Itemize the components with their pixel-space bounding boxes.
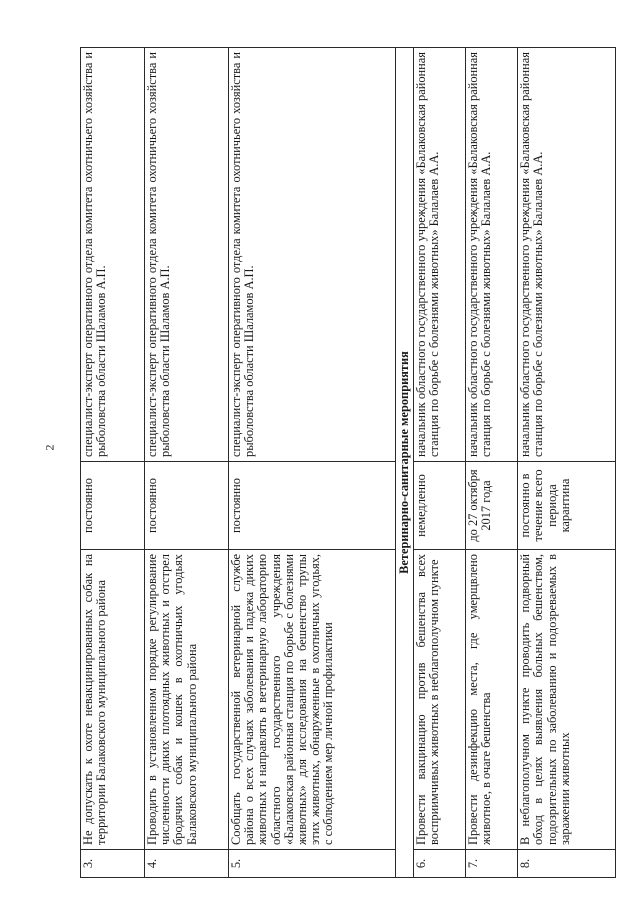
rotated-table-wrapper xyxy=(80,52,640,878)
row-term: постоянно xyxy=(81,462,145,550)
table-row xyxy=(81,48,145,878)
table-row xyxy=(229,48,396,878)
row-action: Сообщать государственной ветеринарной службе района о всех случаях заболевания и падежа диких животных и направлять в ветеринарную лабораторию областного государственного учреждения «Балаковская районная станция по борьбе с болезнями животных» для исследования на бешенство трупы этих животных, обнаруженные в охотничьих угодьях, с соблюдением мер личной профилактики xyxy=(229,550,396,850)
table-row xyxy=(518,48,616,878)
row-number: 5. xyxy=(229,850,396,878)
table-row xyxy=(145,48,229,878)
section-title: Ветеринарно-санитарные мероприятия xyxy=(396,48,414,878)
row-action: Не допускать к охоте невакцинированных собак на территории Балаковского муниципального района xyxy=(81,550,145,850)
row-responsible: начальник областного государственного учреждения «Балаковская районная станция по борьбе с болезнями животных» Балалаев А.А. xyxy=(466,48,518,462)
row-term: постоянно xyxy=(229,462,396,550)
row-term: немедленно xyxy=(414,462,466,550)
row-responsible: начальник областного государственного учреждения «Балаковская районная станция по борьбе с болезнями животных» Балалаев А.А. xyxy=(414,48,466,462)
row-action: Провести вакцинацию против бешенства всех восприимчивых животных в неблагополучном пункте xyxy=(414,550,466,850)
row-responsible: специалист-эксперт оперативного отдела комитета охотничьего хозяйства и рыболовства области Шаламов А.П. xyxy=(229,48,396,462)
row-number: 4. xyxy=(145,850,229,878)
row-action: В неблагополучном пункте проводить подворный обход в целях выявления больных бешенством, подозрительных по заболеванию и подозреваемых в заражении животных xyxy=(518,550,616,850)
row-action: Провести дезинфекцию места, где умерщвлено животное, в очаге бешенства xyxy=(466,550,518,850)
row-number: 3. xyxy=(81,850,145,878)
row-number: 8. xyxy=(518,850,616,878)
row-term: постоянно xyxy=(145,462,229,550)
section-header-row xyxy=(396,48,414,878)
row-term: постоянно в течение всего периода карантина xyxy=(518,462,616,550)
page-number: 2 xyxy=(42,444,57,451)
row-number: 6. xyxy=(414,850,466,878)
table-row xyxy=(466,48,518,878)
row-responsible: специалист-эксперт оперативного отдела комитета охотничьего хозяйства и рыболовства области Шаламов А.П. xyxy=(81,48,145,462)
row-responsible: начальник областного государственного учреждения «Балаковская районная станция по борьбе с болезнями животных» Балалаев А.А. xyxy=(518,48,616,462)
row-term: до 27 октября 2017 года xyxy=(466,462,518,550)
measures-table xyxy=(80,47,616,878)
row-number: 7. xyxy=(466,850,518,878)
table-row xyxy=(414,48,466,878)
row-action: Проводить в установленном порядке регулирование численности диких плотоядных животных и отстрел бродячих собак и кошек в охотничьих угодьях Балаковского муниципального района xyxy=(145,550,229,850)
row-responsible: специалист-эксперт оперативного отдела комитета охотничьего хозяйства и рыболовства области Шаламов А.П. xyxy=(145,48,229,462)
